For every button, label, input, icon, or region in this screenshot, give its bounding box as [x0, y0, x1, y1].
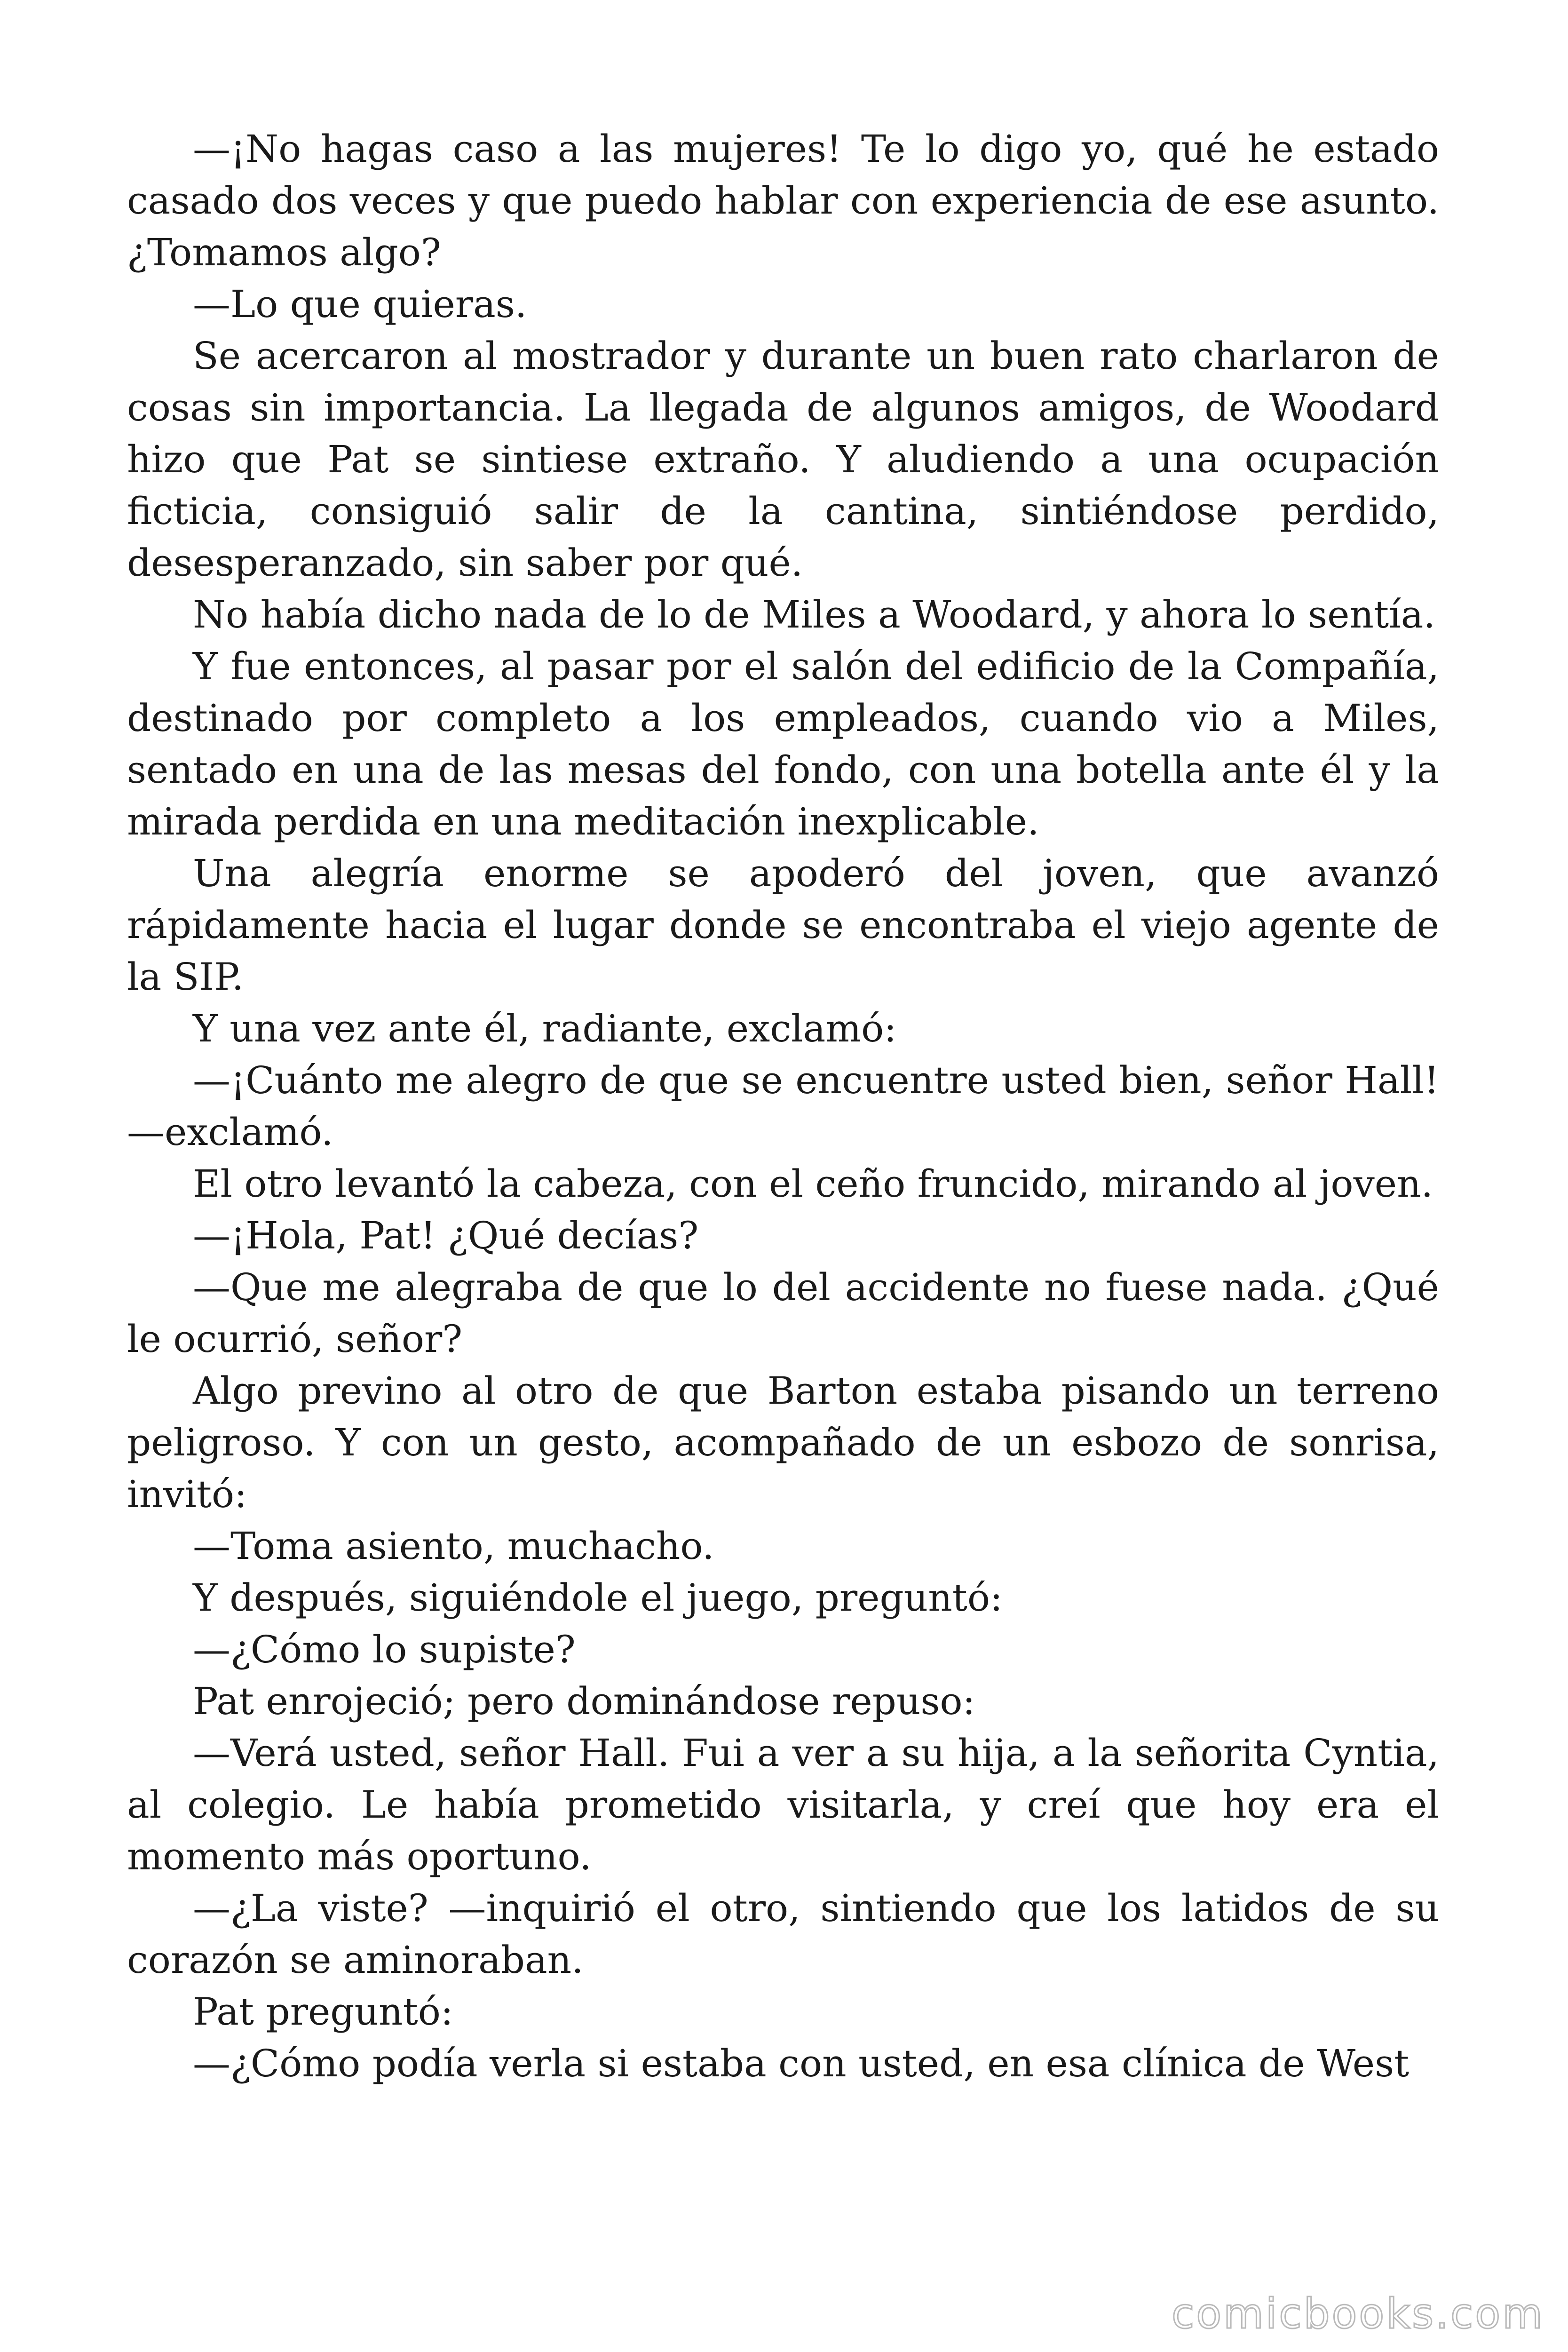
paragraph-16: Pat enrojeció; pero dominándose repuso:	[193, 1679, 975, 1723]
paragraph-17: —Verá usted, señor Hall. Fui a ver a su hija, a la señorita Cyntia, al colegio. Le había prometido visitarla, y creí que hoy era el momento más oportuno.	[127, 1731, 1439, 1878]
paragraph-3: Se acercaron al mostrador y durante un buen rato charlaron de cosas sin importancia. La llegada de algunos amigos, de Woodard hizo que Pat se sintiese extraño. Y aludiendo a una ocupación ficticia, consiguió salir de la cantina, sintiéndose perdido, desesperanzado, sin saber por qué.	[127, 334, 1439, 585]
paragraph-13: —Toma asiento, muchacho.	[193, 1524, 714, 1568]
page-text-body	[127, 123, 1439, 2090]
paragraph-2: —Lo que quieras.	[193, 282, 527, 326]
paragraph-7: Y una vez ante él, radiante, exclamó:	[193, 1007, 897, 1050]
paragraph-1: —¡No hagas caso a las mujeres! Te lo digo yo, qué he estado casado dos veces y que puedo hablar con experiencia de ese asunto. ¿Tomamos algo?	[127, 127, 1439, 274]
paragraph-11: —Que me alegraba de que lo del accidente no fuese nada. ¿Qué le ocurrió, señor?	[127, 1265, 1439, 1361]
paragraph-10: —¡Hola, Pat! ¿Qué decías?	[193, 1214, 699, 1257]
paragraph-9: El otro levantó la cabeza, con el ceño fruncido, mirando al joven.	[193, 1162, 1433, 1206]
paragraph-4: No había dicho nada de lo de Miles a Woodard, y ahora lo sentía.	[193, 593, 1435, 636]
paragraph-20: —¿Cómo podía verla si estaba con usted, en esa clínica de West	[193, 2042, 1410, 2085]
paragraph-5: Y fue entonces, al pasar por el salón del edificio de la Compañía, destinado por completo a los empleados, cuando vio a Miles, sentado en una de las mesas del fondo, con una botella ante él y la mirada perdida en una meditación inexplicable.	[127, 644, 1439, 843]
paragraph-18: —¿La viste? —inquirió el otro, sintiendo que los latidos de su corazón se aminoraban.	[127, 1886, 1439, 1982]
paragraph-6: Una alegría enorme se apoderó del joven, que avanzó rápidamente hacia el lugar donde se encontraba el viejo agente de la SIP.	[127, 851, 1439, 999]
paragraph-15: —¿Cómo lo supiste?	[193, 1628, 576, 1671]
paragraph-14: Y después, siguiéndole el juego, preguntó:	[193, 1576, 1003, 1620]
paragraph-12: Algo previno al otro de que Barton estaba pisando un terreno peligroso. Y con un gesto, acompañado de un esbozo de sonrisa, invitó:	[127, 1369, 1439, 1516]
paragraph-8: —¡Cuánto me alegro de que se encuentre usted bien, señor Hall! —exclamó.	[127, 1058, 1439, 1154]
paragraph-19: Pat preguntó:	[193, 1990, 453, 2034]
site-watermark: comicbooks.com	[1171, 2289, 1544, 2338]
